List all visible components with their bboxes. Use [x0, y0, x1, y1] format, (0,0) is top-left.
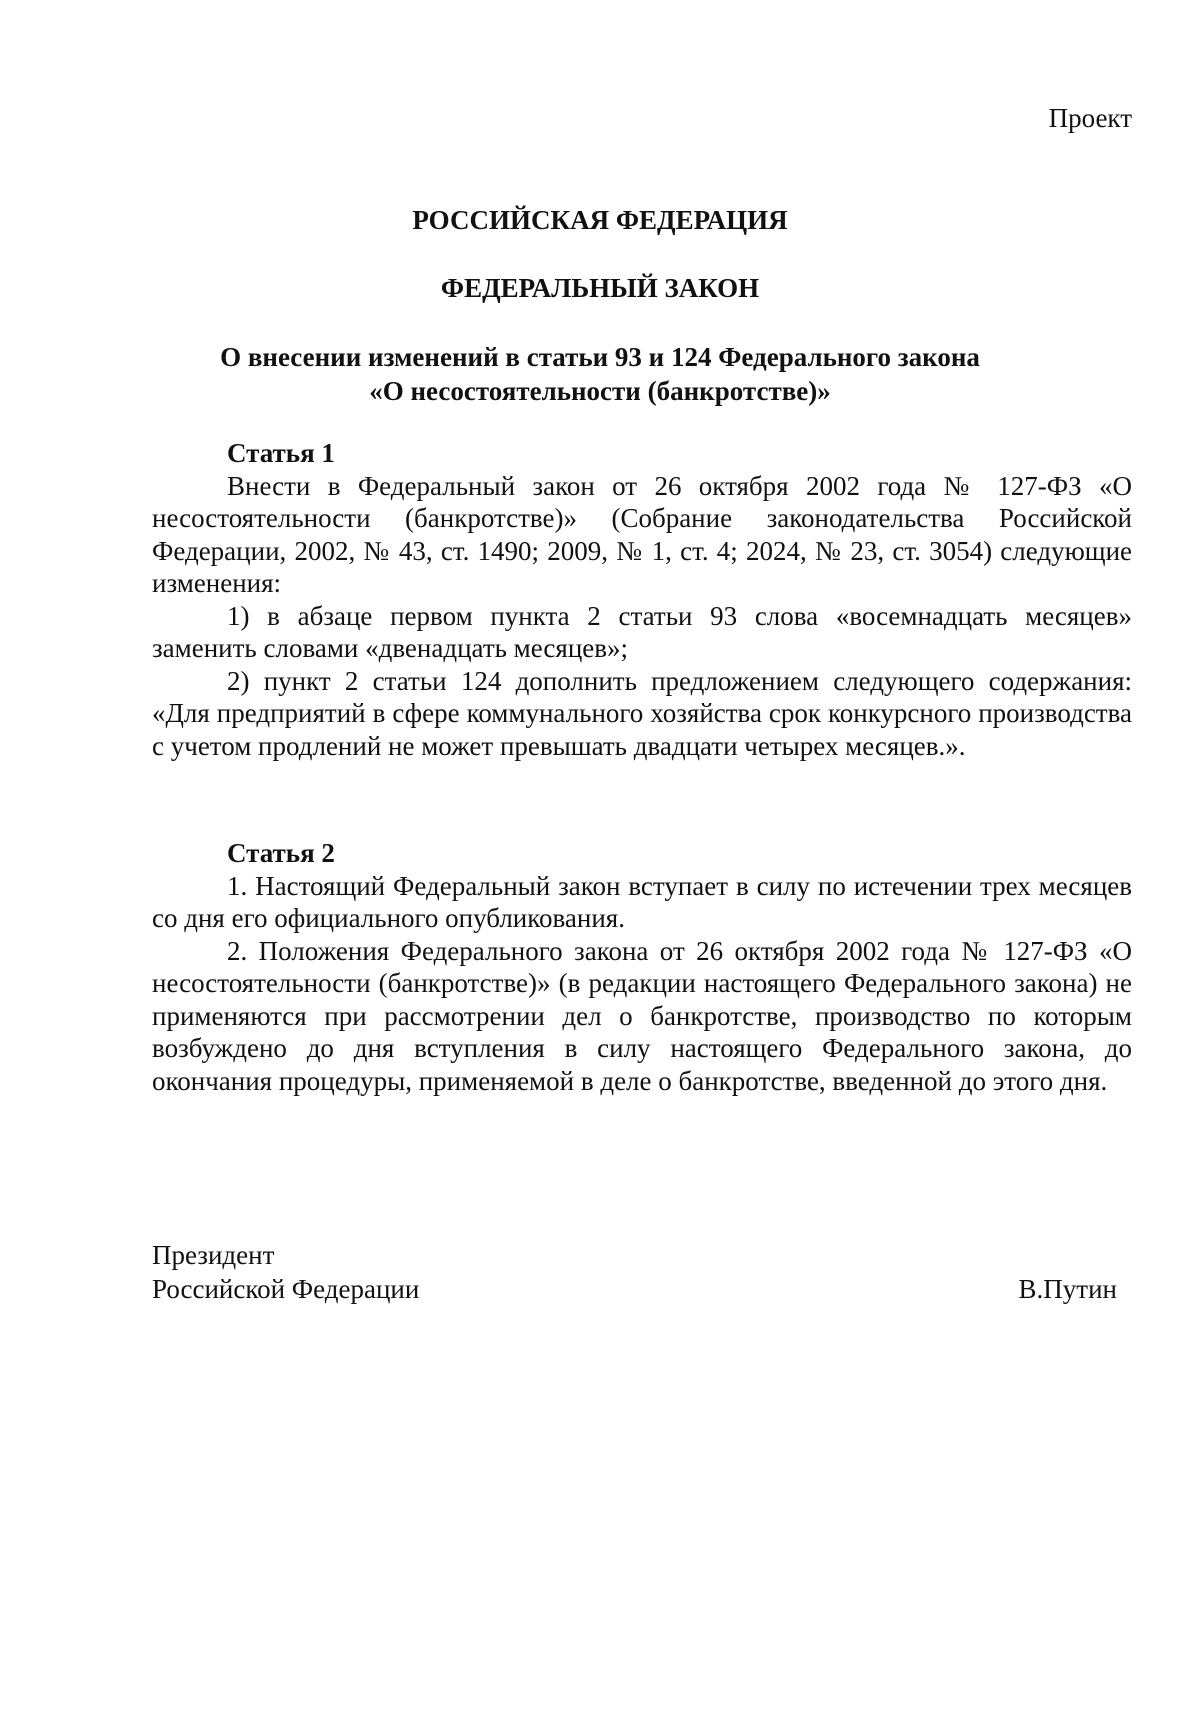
law-title-line-2: «О несостоятельности (банкротстве)»	[369, 376, 831, 406]
draft-label: Проект	[1048, 103, 1132, 133]
signature-block	[152, 1238, 1132, 1306]
signer-position-line-2: Российской Федерации	[152, 1274, 420, 1304]
country-heading: РОССИЙСКАЯ ФЕДЕРАЦИЯ	[412, 205, 788, 235]
article-2-paragraph-2: 2. Положения Федерального закона от 26 октября 2002 года № 127-ФЗ «О несостоятельности (банкротстве)» (в редакции настоящего Федерального закона) не применяются при рассмотрении дел о банкротстве, производство по которым возбуждено до дня вступления в силу настоящего Федерального закона, до окончания процедуры, применяемой в деле о банкротстве, введенной до этого дня.	[152, 935, 1132, 1096]
article-1-heading: Статья 1	[227, 438, 335, 468]
article-2	[152, 837, 1132, 1097]
article-1-intro: Внести в Федеральный закон от 26 октября 2002 года № 127-ФЗ «О несостоятельности (банкротстве)» (Собрание законодательства Российской Федерации, 2002, № 43, ст. 1490; 2009, № 1, ст. 4; 2024, № 23, ст. 3054) следующие изменения:	[152, 470, 1132, 598]
article-1	[152, 437, 1132, 762]
document-type-heading: ФЕДЕРАЛЬНЫЙ ЗАКОН	[440, 273, 760, 303]
law-title-line-1: О внесении изменений в статьи 93 и 124 Федерального закона	[220, 342, 980, 372]
article-2-heading: Статья 2	[227, 838, 335, 868]
law-title	[0, 340, 1200, 408]
article-2-paragraph-1: 1. Настоящий Федеральный закон вступает в силу по истечении трех месяцев со дня его официального опубликования.	[152, 870, 1132, 933]
signer-name: В.Путин	[1018, 1274, 1117, 1304]
article-1-item-2: 2) пункт 2 статьи 124 дополнить предложением следующего содержания: «Для предприятий в сфере коммунального хозяйства срок конкурсного производства с учетом продлений не может превышать двадцати четырех месяцев.».	[152, 665, 1132, 761]
article-1-item-1: 1) в абзаце первом пункта 2 статьи 93 слова «восемнадцать месяцев» заменить словами «двенадцать месяцев»;	[152, 600, 1132, 663]
signer-position-line-1: Президент	[152, 1240, 275, 1270]
